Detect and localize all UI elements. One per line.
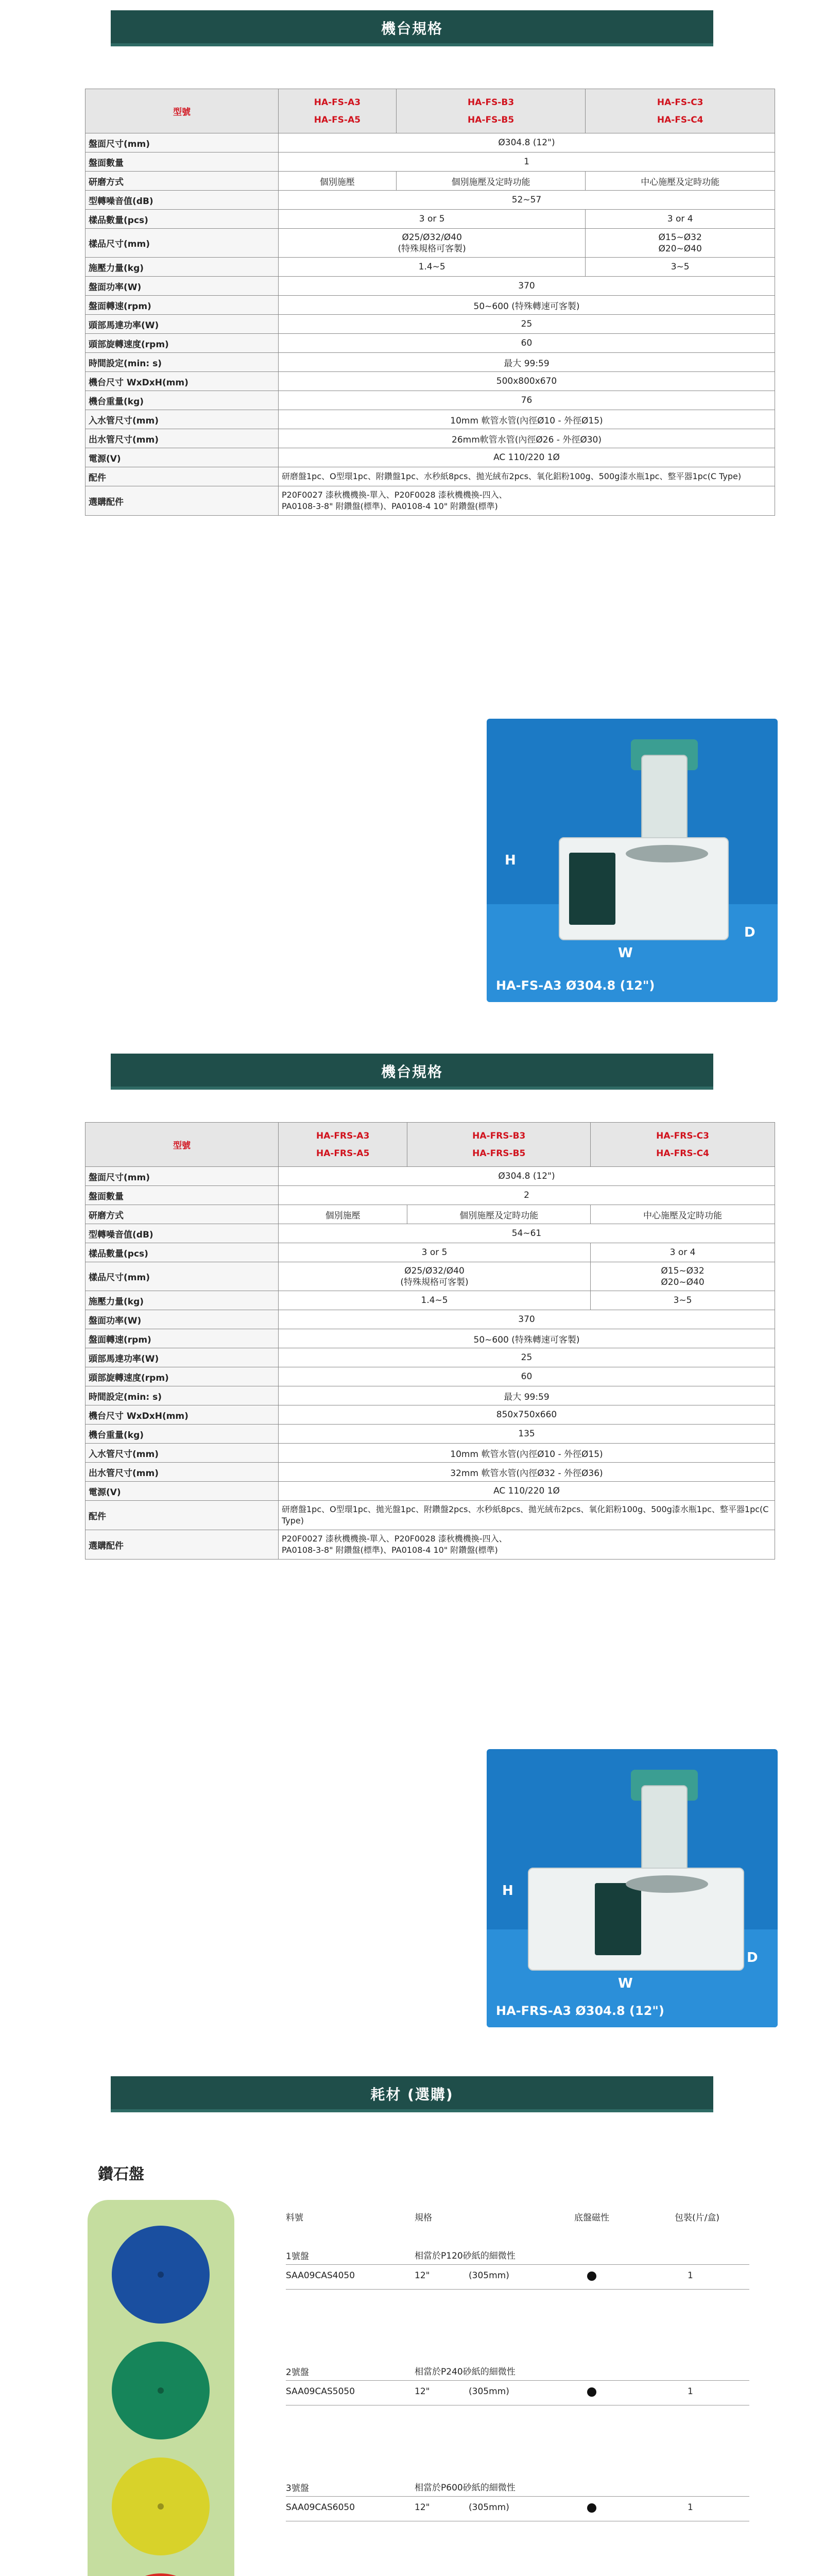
spec-row bbox=[85, 353, 775, 372]
model-name: HA-FRS-B5 bbox=[472, 1148, 526, 1159]
spec-row bbox=[85, 210, 775, 229]
banner-stripe bbox=[111, 2109, 713, 2112]
spec-row bbox=[85, 1405, 775, 1425]
spec-label: 施壓力量(kg) bbox=[85, 258, 279, 277]
diamond-desc: 相當於P120砂紙的細微性 bbox=[415, 2251, 516, 2261]
spec-label: 機台尺寸 WxDxH(mm) bbox=[85, 1405, 279, 1425]
spec-label: 樣品數量(pcs) bbox=[85, 1243, 279, 1262]
spec-value: 52~57 bbox=[279, 191, 775, 210]
model-name: HA-FRS-A5 bbox=[316, 1148, 370, 1159]
diamond-mm: (305mm) bbox=[469, 2386, 509, 2397]
spec-label: 盤面數量 bbox=[85, 152, 279, 172]
spec-label: 時間設定(min: s) bbox=[85, 353, 279, 372]
model-row bbox=[85, 89, 775, 133]
spec-row bbox=[85, 429, 775, 448]
model-row bbox=[85, 1123, 775, 1167]
spec-label: 研磨方式 bbox=[85, 172, 279, 191]
spec-value: 50~600 (特殊轉速可客製) bbox=[279, 296, 775, 315]
spec-row bbox=[85, 258, 775, 277]
spec-value: 個別施壓及定時功能 bbox=[407, 1205, 591, 1224]
diamond-header: 料號 bbox=[286, 2213, 303, 2223]
spec-value: 54~61 bbox=[279, 1224, 775, 1243]
spec-row bbox=[85, 1186, 775, 1205]
spec-value: P20F0027 漆秋機機換-單入、P20F0028 漆秋機機換-四入、 PA0108-3-8" 附鑽盤(標準)、PA0108-4 10" 附鑽盤(標準) bbox=[279, 1530, 775, 1560]
spec-value: 中心施壓及定時功能 bbox=[591, 1205, 775, 1224]
spec-value: 26mm軟管水管(內徑Ø26 - 外徑Ø30) bbox=[279, 429, 775, 448]
spec-row bbox=[85, 1348, 775, 1367]
spec-value: Ø15~Ø32 Ø20~Ø40 bbox=[591, 1262, 775, 1291]
diamond-header: 規格 bbox=[415, 2213, 432, 2223]
spec-label: 頭部旋轉速度(rpm) bbox=[85, 334, 279, 353]
spec-row bbox=[85, 1167, 775, 1186]
spec-value: AC 110/220 1Ø bbox=[279, 1482, 775, 1501]
spec-row bbox=[85, 391, 775, 410]
dim-h-label: H bbox=[505, 853, 516, 868]
magnetic-dot-icon bbox=[587, 2272, 596, 2281]
spec-value: 個別施壓 bbox=[279, 1205, 407, 1224]
spec-value: 850x750x660 bbox=[279, 1405, 775, 1425]
diamond-size: 12" bbox=[415, 2502, 430, 2513]
diamond-disc-icon bbox=[112, 2226, 210, 2324]
disc-center-hole bbox=[158, 2387, 164, 2394]
spec-value: 10mm 軟管水管(內徑Ø10 - 外徑Ø15) bbox=[279, 1444, 775, 1463]
diamond-header: 包裝(片/盒) bbox=[675, 2213, 719, 2223]
spec-row bbox=[85, 152, 775, 172]
spec-value: 60 bbox=[279, 1367, 775, 1386]
spec-row bbox=[85, 334, 775, 353]
consumables-banner bbox=[111, 2076, 713, 2112]
spec-row bbox=[85, 1386, 775, 1405]
spec-value: 1 bbox=[279, 152, 775, 172]
spec-row bbox=[85, 1224, 775, 1243]
model-name: HA-FRS-C4 bbox=[656, 1148, 709, 1159]
spec-value: 370 bbox=[279, 1310, 775, 1329]
spec-value: 25 bbox=[279, 315, 775, 334]
spec-label: 盤面轉速(rpm) bbox=[85, 296, 279, 315]
spec-row bbox=[85, 486, 775, 516]
dim-h-label: H bbox=[502, 1883, 513, 1899]
spec-value: 中心施壓及定時功能 bbox=[586, 172, 775, 191]
machine-head bbox=[641, 1785, 688, 1878]
spec-value: P20F0027 漆秋機機換-單入、P20F0028 漆秋機機換-四入、 PA0108-3-8" 附鑽盤(標準)、PA0108-4 10" 附鑽盤(標準) bbox=[279, 486, 775, 516]
diamond-size: 12" bbox=[415, 2270, 430, 2281]
spec-value: 60 bbox=[279, 334, 775, 353]
model-label: 型號 bbox=[85, 89, 279, 133]
spec-value: 3~5 bbox=[591, 1291, 775, 1310]
model-cell bbox=[279, 89, 397, 133]
machine-platen bbox=[626, 845, 708, 862]
spec-row bbox=[85, 1367, 775, 1386]
spec-label: 選購配件 bbox=[85, 1530, 279, 1560]
spec-value: 370 bbox=[279, 277, 775, 296]
dim-d-label: D bbox=[744, 925, 756, 940]
spec2-machine-image bbox=[487, 1749, 778, 2027]
model-cell bbox=[407, 1123, 591, 1167]
spec-label: 配件 bbox=[85, 467, 279, 486]
diamond-disc-icon bbox=[112, 2342, 210, 2439]
spec-row bbox=[85, 296, 775, 315]
spec-row bbox=[85, 1482, 775, 1501]
magnetic-dot-icon bbox=[587, 2387, 596, 2397]
diamond-part: SAA09CAS6050 bbox=[286, 2502, 355, 2513]
spec-label: 樣品數量(pcs) bbox=[85, 210, 279, 229]
spec-value: AC 110/220 1Ø bbox=[279, 448, 775, 467]
disc-center-hole bbox=[158, 2272, 164, 2278]
spec-label: 研磨方式 bbox=[85, 1205, 279, 1224]
spec1-machine-image bbox=[487, 719, 778, 1002]
model-name: HA-FS-B5 bbox=[468, 114, 514, 125]
diamond-header: 底盤磁性 bbox=[574, 2213, 609, 2223]
spec2-table bbox=[85, 1122, 775, 1560]
spec-row bbox=[85, 229, 775, 258]
spec-row bbox=[85, 315, 775, 334]
spec-row bbox=[85, 1329, 775, 1348]
spec-value: 1.4~5 bbox=[279, 1291, 591, 1310]
row-divider bbox=[286, 2264, 749, 2265]
spec-label: 盤面功率(W) bbox=[85, 1310, 279, 1329]
diamond-qty: 1 bbox=[688, 2270, 693, 2281]
spec-row bbox=[85, 1463, 775, 1482]
machine-control-panel bbox=[595, 1883, 641, 1955]
spec2-banner-title: 機台規格 bbox=[381, 1063, 443, 1080]
spec-value: 25 bbox=[279, 1348, 775, 1367]
spec-row bbox=[85, 133, 775, 152]
diamond-part: SAA09CAS4050 bbox=[286, 2270, 355, 2281]
spec-value: 76 bbox=[279, 391, 775, 410]
spec-label: 盤面尺寸(mm) bbox=[85, 133, 279, 152]
spec-value: Ø304.8 (12") bbox=[279, 1167, 775, 1186]
machine-platen bbox=[626, 1875, 708, 1893]
spec-row bbox=[85, 1425, 775, 1444]
spec-label: 配件 bbox=[85, 1501, 279, 1530]
spec-row bbox=[85, 1530, 775, 1560]
spec-value: 3 or 4 bbox=[591, 1243, 775, 1262]
model-cell bbox=[586, 89, 775, 133]
row-divider bbox=[286, 2289, 749, 2290]
spec-label: 頭部馬達功率(W) bbox=[85, 1348, 279, 1367]
model-name: HA-FS-C3 bbox=[657, 97, 703, 108]
spec-label: 型轉噪音值(dB) bbox=[85, 1224, 279, 1243]
spec-value: 個別施壓及定時功能 bbox=[396, 172, 586, 191]
disc-center-hole bbox=[158, 2503, 164, 2510]
spec-label: 電源(V) bbox=[85, 448, 279, 467]
spec-row bbox=[85, 1243, 775, 1262]
spec-value: 135 bbox=[279, 1425, 775, 1444]
diamond-grade: 2號盤 bbox=[286, 2367, 309, 2378]
dim-w-label: W bbox=[618, 945, 633, 961]
spec-label: 樣品尺寸(mm) bbox=[85, 1262, 279, 1291]
spec-row bbox=[85, 277, 775, 296]
spec-label: 機台重量(kg) bbox=[85, 391, 279, 410]
model-cell bbox=[396, 89, 586, 133]
model-name: HA-FRS-A3 bbox=[316, 1130, 370, 1141]
spec-label: 頭部旋轉速度(rpm) bbox=[85, 1367, 279, 1386]
spec-row bbox=[85, 1310, 775, 1329]
spec-row bbox=[85, 410, 775, 429]
diamond-grade: 1號盤 bbox=[286, 2251, 309, 2262]
spec-row bbox=[85, 1291, 775, 1310]
row-divider bbox=[286, 2496, 749, 2497]
spec-label: 時間設定(min: s) bbox=[85, 1386, 279, 1405]
spec2-banner bbox=[111, 1054, 713, 1090]
diamond-size: 12" bbox=[415, 2386, 430, 2397]
spec-value: 3 or 5 bbox=[279, 210, 586, 229]
model-name: HA-FS-B3 bbox=[468, 97, 514, 108]
spec-label: 盤面尺寸(mm) bbox=[85, 1167, 279, 1186]
spec-row bbox=[85, 1444, 775, 1463]
model-name: HA-FS-C4 bbox=[657, 114, 703, 125]
spec-label: 出水管尺寸(mm) bbox=[85, 429, 279, 448]
spec-label: 入水管尺寸(mm) bbox=[85, 410, 279, 429]
model-label: 型號 bbox=[85, 1123, 279, 1167]
spec-label: 盤面功率(W) bbox=[85, 277, 279, 296]
diamond-desc: 相當於P600砂紙的細微性 bbox=[415, 2483, 516, 2493]
spec1-table bbox=[85, 89, 775, 516]
spec-value: 32mm 軟管水管(內徑Ø32 - 外徑Ø36) bbox=[279, 1463, 775, 1482]
spec-row bbox=[85, 1501, 775, 1530]
spec-value: 研磨盤1pc、O型環1pc、拋光盤1pc、附鑽盤2pcs、水秒紙8pcs、拋光絨布2pcs、氧化鋁粉100g、500g漆水瓶1pc、整平器1pc(C Type) bbox=[279, 1501, 775, 1530]
dim-w-label: W bbox=[618, 1976, 633, 1991]
consumables-banner-title: 耗材 (選購) bbox=[370, 2086, 454, 2103]
spec-label: 樣品尺寸(mm) bbox=[85, 229, 279, 258]
spec-value: 2 bbox=[279, 1186, 775, 1205]
spec-value: 個別施壓 bbox=[279, 172, 397, 191]
diamond-mm: (305mm) bbox=[469, 2502, 509, 2513]
machine-control-panel bbox=[569, 853, 615, 925]
model-name: HA-FRS-B3 bbox=[472, 1130, 526, 1141]
banner-stripe bbox=[111, 43, 713, 46]
spec1-image-caption: HA-FS-A3 Ø304.8 (12") bbox=[496, 978, 655, 993]
spec-value: 研磨盤1pc、O型環1pc、附鑽盤1pc、水秒紙8pcs、拋光絨布2pcs、氧化鋁粉100g、500g漆水瓶1pc、整平器1pc(C Type) bbox=[279, 467, 775, 486]
spec-value: 500x800x670 bbox=[279, 372, 775, 391]
spec-label: 機台尺寸 WxDxH(mm) bbox=[85, 372, 279, 391]
spec-value: Ø25/Ø32/Ø40 (特殊規格可客製) bbox=[279, 229, 586, 258]
row-divider bbox=[286, 2380, 749, 2381]
spec-label: 選購配件 bbox=[85, 486, 279, 516]
spec-label: 機台重量(kg) bbox=[85, 1425, 279, 1444]
spec-value: 最大 99:59 bbox=[279, 353, 775, 372]
magnetic-dot-icon bbox=[587, 2503, 596, 2513]
model-name: HA-FS-A5 bbox=[314, 114, 361, 125]
spec-value: 最大 99:59 bbox=[279, 1386, 775, 1405]
spec-row bbox=[85, 172, 775, 191]
spec-label: 電源(V) bbox=[85, 1482, 279, 1501]
model-name: HA-FS-A3 bbox=[314, 97, 361, 108]
diamond-disc-title: 鑽石盤 bbox=[98, 2165, 144, 2183]
spec2-image-caption: HA-FRS-A3 Ø304.8 (12") bbox=[496, 2004, 664, 2018]
spec-row bbox=[85, 1262, 775, 1291]
spec-value: 3~5 bbox=[586, 258, 775, 277]
spec-label: 盤面數量 bbox=[85, 1186, 279, 1205]
spec-value: Ø15~Ø32 Ø20~Ø40 bbox=[586, 229, 775, 258]
spec-row bbox=[85, 1205, 775, 1224]
spec-value: Ø304.8 (12") bbox=[279, 133, 775, 152]
spec-label: 出水管尺寸(mm) bbox=[85, 1463, 279, 1482]
spec-value: 3 or 5 bbox=[279, 1243, 591, 1262]
model-name: HA-FRS-C3 bbox=[656, 1130, 709, 1141]
model-cell bbox=[591, 1123, 775, 1167]
diamond-qty: 1 bbox=[688, 2386, 693, 2397]
spec-label: 施壓力量(kg) bbox=[85, 1291, 279, 1310]
model-cell bbox=[279, 1123, 407, 1167]
diamond-mm: (305mm) bbox=[469, 2270, 509, 2281]
spec-value: 10mm 軟管水管(內徑Ø10 - 外徑Ø15) bbox=[279, 410, 775, 429]
diamond-qty: 1 bbox=[688, 2502, 693, 2513]
spec-label: 入水管尺寸(mm) bbox=[85, 1444, 279, 1463]
spec-row bbox=[85, 191, 775, 210]
spec-label: 型轉噪音值(dB) bbox=[85, 191, 279, 210]
diamond-part: SAA09CAS5050 bbox=[286, 2386, 355, 2397]
spec-value: 3 or 4 bbox=[586, 210, 775, 229]
spec-row bbox=[85, 448, 775, 467]
spec-value: Ø25/Ø32/Ø40 (特殊規格可客製) bbox=[279, 1262, 591, 1291]
dim-d-label: D bbox=[747, 1950, 758, 1965]
diamond-desc: 相當於P240砂紙的細微性 bbox=[415, 2367, 516, 2377]
spec-row bbox=[85, 467, 775, 486]
spec-label: 盤面轉速(rpm) bbox=[85, 1329, 279, 1348]
spec-value: 50~600 (特殊轉速可客製) bbox=[279, 1329, 775, 1348]
spec-row bbox=[85, 372, 775, 391]
banner-stripe bbox=[111, 1087, 713, 1090]
spec1-banner-title: 機台規格 bbox=[381, 20, 443, 37]
spec-label: 頭部馬達功率(W) bbox=[85, 315, 279, 334]
diamond-grade: 3號盤 bbox=[286, 2483, 309, 2494]
diamond-disc-icon bbox=[112, 2458, 210, 2555]
spec-value: 1.4~5 bbox=[279, 258, 586, 277]
machine-head bbox=[641, 755, 688, 848]
spec1-banner bbox=[111, 10, 713, 46]
